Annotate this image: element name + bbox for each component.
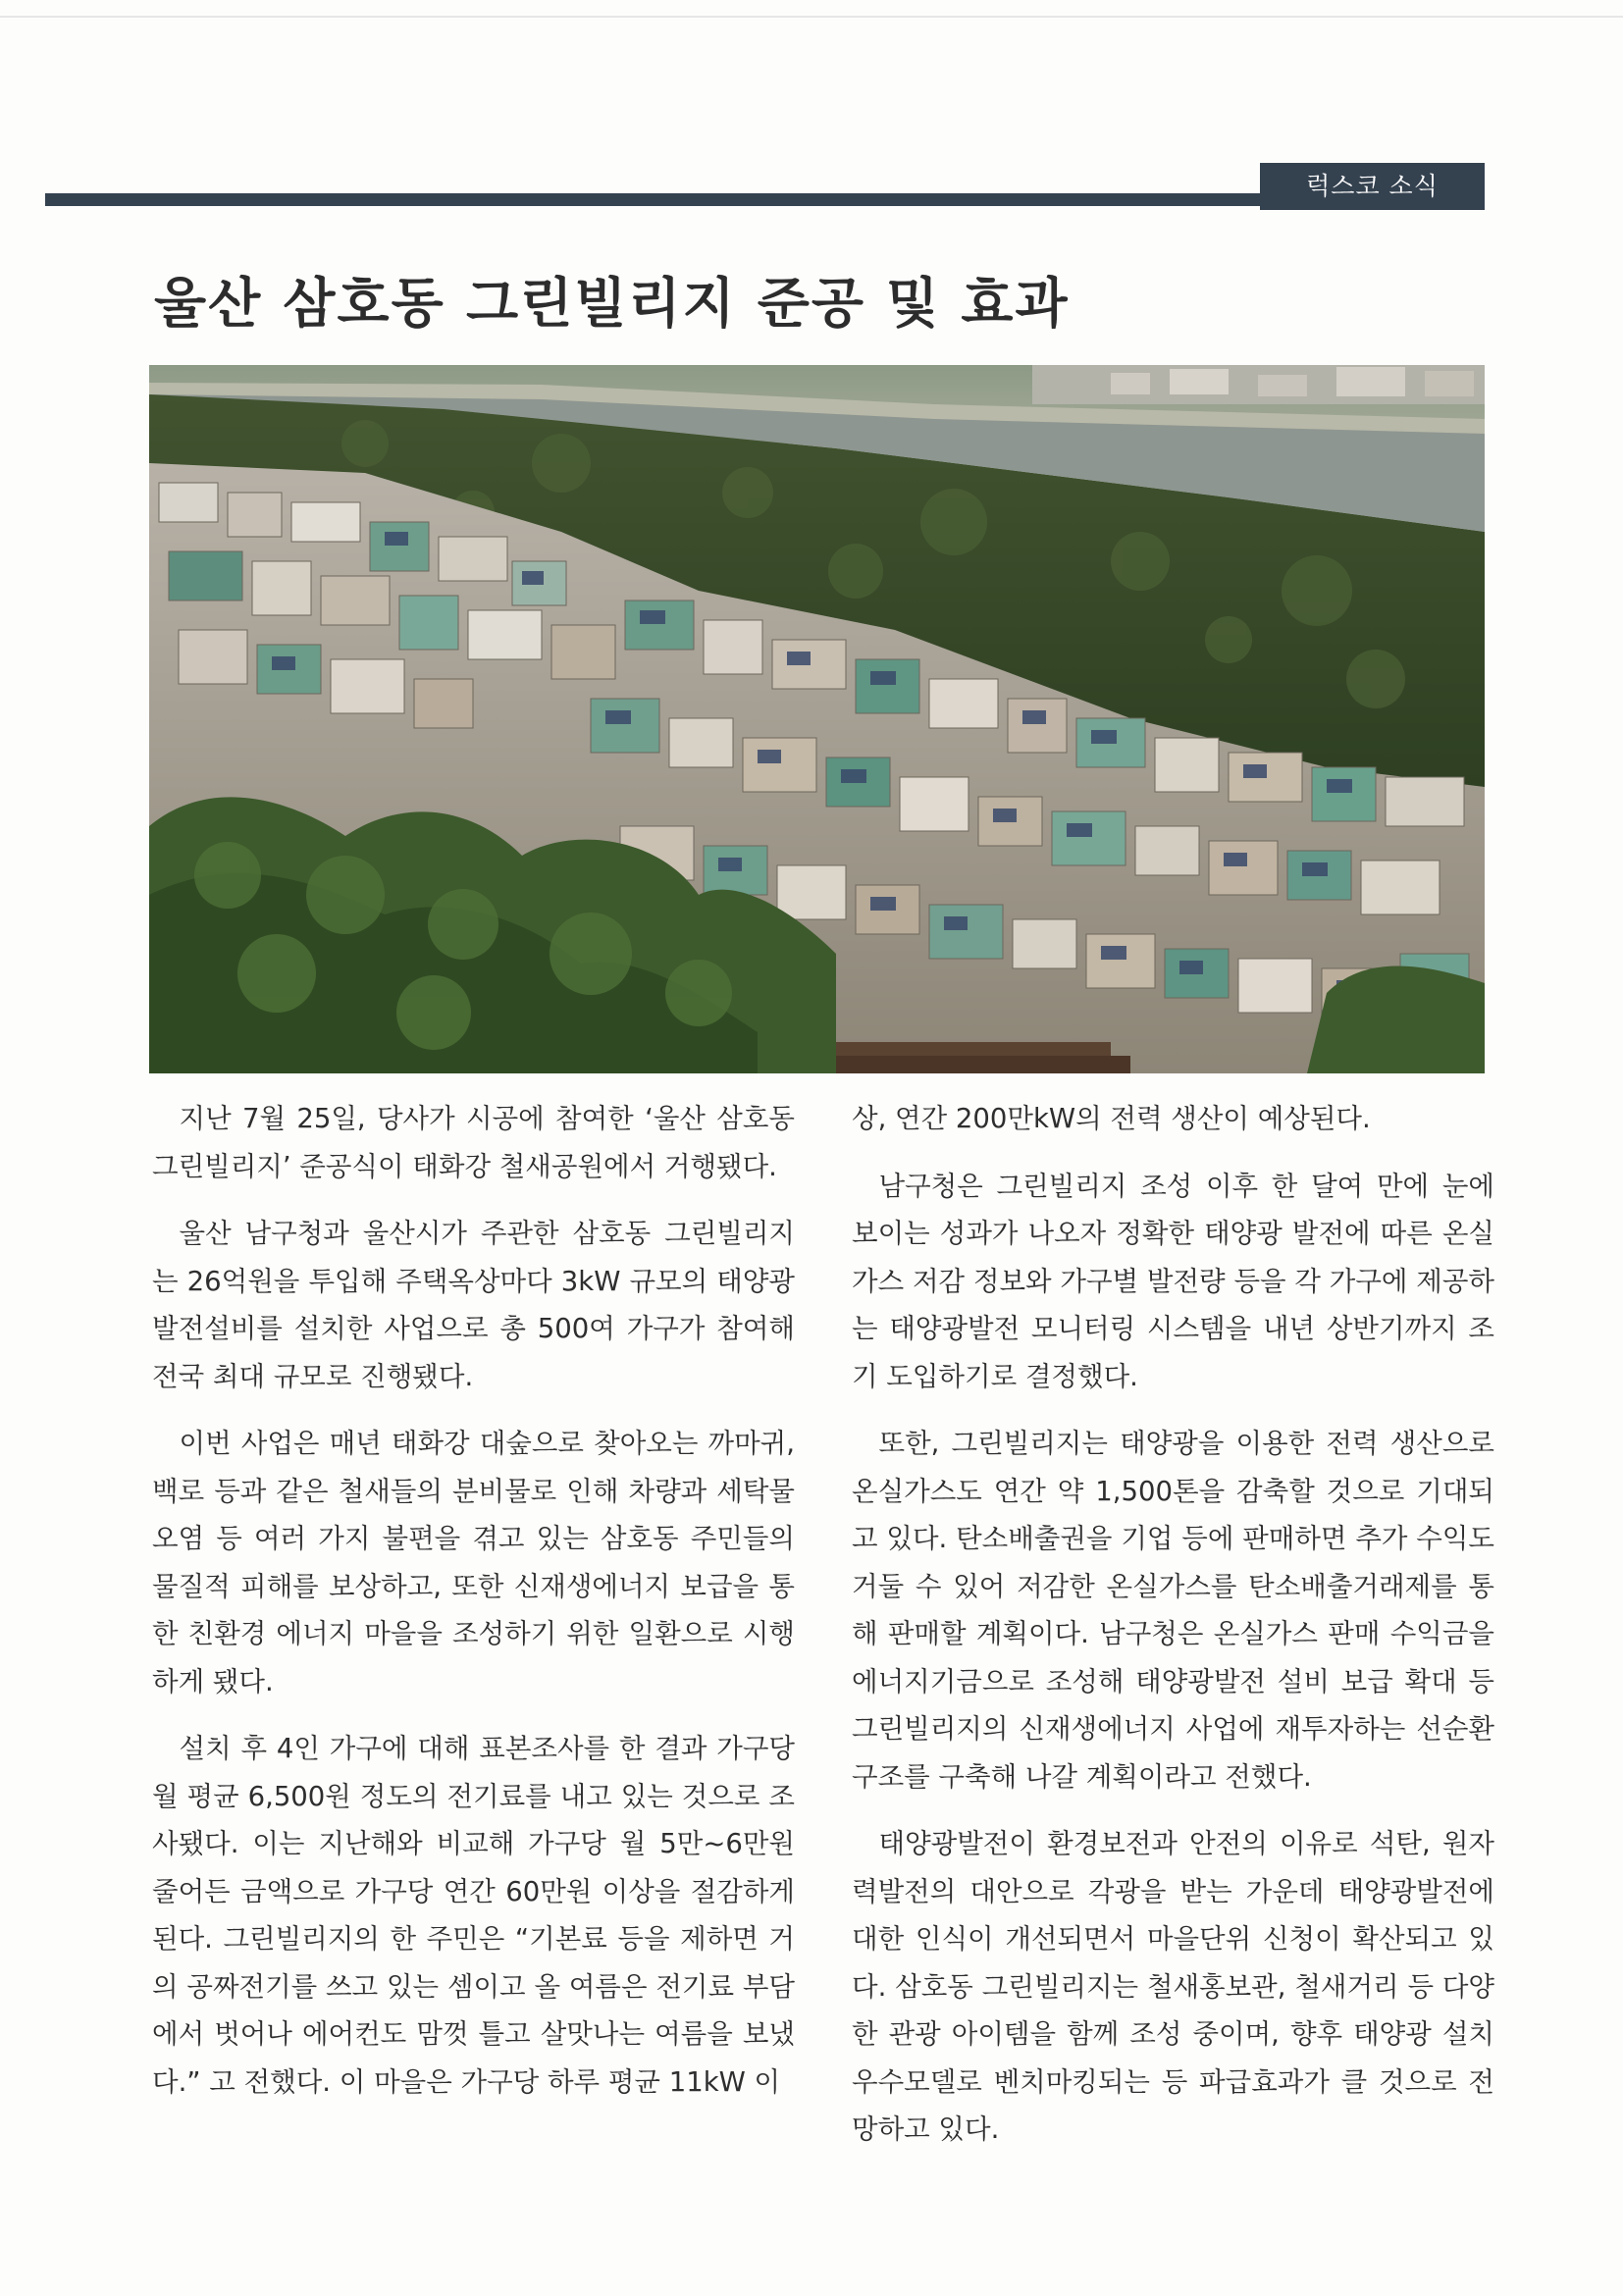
paragraph: 울산 남구청과 울산시가 주관한 삼호동 그린빌리지는 26억원을 투입해 주택옥상마다 3kW 규모의 태양광발전설비를 설치한 사업으로 총 500여 가구가 참여해 전국 최대 규모로 진행됐다. bbox=[152, 1218, 795, 1392]
paragraph: 태양광발전이 환경보전과 안전의 이유로 석탄, 원자력발전의 대안으로 각광을 받는 가운데 태양광발전에 대한 인식이 개선되면서 마을단위 신청이 확산되고 있다. 삼호동 그린빌리지는 철새홍보관, 철새거리 등 다양한 관광 아이템을 함께 조성 중이며, 향후 태양광 설치 우수모델로 벤치마킹되는 등 파급효과가 클 것으로 전망하고 있다. bbox=[852, 1828, 1494, 2145]
article-column-left bbox=[152, 1095, 795, 2125]
paragraph: 또한, 그린빌리지는 태양광을 이용한 전력 생산으로 온실가스도 연간 약 1,500톤을 감축할 것으로 기대되고 있다. 탄소배출권을 기업 등에 판매하면 추가 수익도 거둘 수 있어 저감한 온실가스를 탄소배출거래제를 통해 판매할 계획이다. 남구청은 온실가스 판매 수익금을 에너지기금으로 조성해 태양광발전 설비 보급 확대 등 그린빌리지의 신재생에너지 사업에 재투자하는 선순환 구조를 구축해 나갈 계획이라고 전했다. bbox=[852, 1428, 1494, 1793]
paragraph: 이번 사업은 매년 태화강 대숲으로 찾아오는 까마귀, 백로 등과 같은 철새들의 분비물로 인해 차량과 세탁물 오염 등 여러 가지 불편을 겪고 있는 삼호동 주민들의 물질적 피해를 보상하고, 또한 신재생에너지 보급을 통한 친환경 에너지 마을을 조성하기 위한 일환으로 시행하게 됐다. bbox=[152, 1428, 795, 1697]
aerial-village-photo bbox=[149, 365, 1485, 1073]
header-bar bbox=[45, 193, 1260, 206]
article-column-right bbox=[852, 1095, 1494, 2173]
article-title: 울산 삼호동 그린빌리지 준공 및 효과 bbox=[154, 272, 1070, 335]
scan-top-rule bbox=[0, 16, 1623, 18]
paragraph-continuation: 상, 연간 200만kW의 전력 생산이 예상된다. bbox=[852, 1103, 1371, 1134]
paragraph: 남구청은 그린빌리지 조성 이후 한 달여 만에 눈에 보이는 성과가 나오자 정확한 태양광 발전에 따른 온실가스 저감 정보와 가구별 발전량 등을 각 가구에 제공하는 태양광발전 모니터링 시스템을 내년 상반기까지 조기 도입하기로 결정했다. bbox=[852, 1170, 1494, 1392]
article-photo bbox=[149, 365, 1485, 1073]
paragraph: 설치 후 4인 가구에 대해 표본조사를 한 결과 가구당 월 평균 6,500원 정도의 전기료를 내고 있는 것으로 조사됐다. 이는 지난해와 비교해 가구당 월 5만~6만원 줄어든 금액으로 가구당 연간 60만원 이상을 절감하게 된다. 그린빌리지의 한 주민은 “기본료 등을 제하면 거의 공짜전기를 쓰고 있는 셈이고 올 여름은 전기료 부담에서 벗어나 에어컨도 맘껏 틀고 살맛나는 여름을 보냈다.” 고 전했다. 이 마을은 가구당 하루 평균 11kW 이 bbox=[152, 1733, 795, 2098]
section-label: 럭스코 소식 bbox=[1260, 163, 1485, 210]
paragraph: 지난 7월 25일, 당사가 시공에 참여한 ‘울산 삼호동 그린빌리지’ 준공식이 태화강 철새공원에서 거행됐다. bbox=[152, 1103, 795, 1182]
